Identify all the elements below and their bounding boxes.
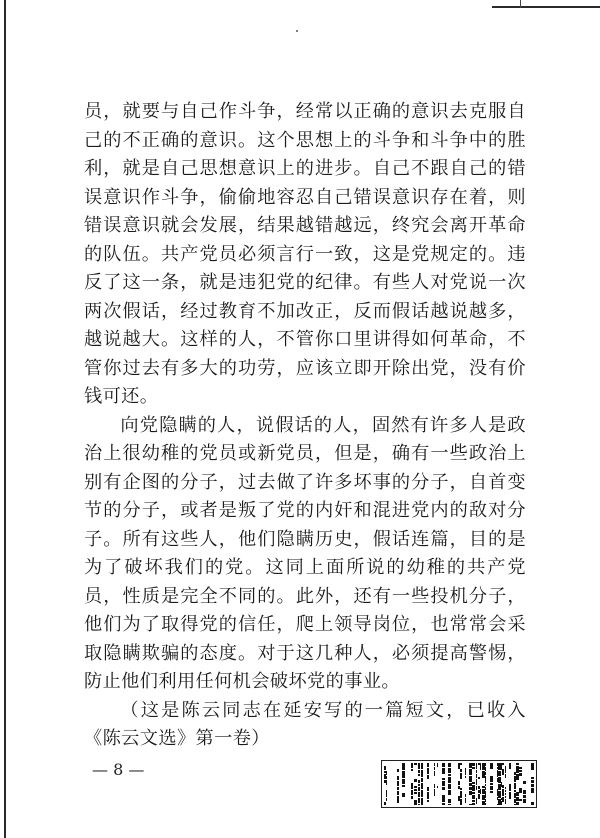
barcode-graphic: [382, 761, 536, 807]
barcode-image: [381, 760, 537, 808]
scan-border-top-right: [492, 6, 600, 8]
scan-border-left: [4, 0, 6, 838]
paragraph-1: 员，就要与自己作斗争，经常以正确的意识去克服自己的不正确的意识。这个思想上的斗争和斗争中的胜利，就是自己思想意识上的进步。自己不跟自己的错误意识作斗争，偷偷地容忍自己错误意识存在着，则错误意识就会发展，结果越错越远，终究会离开革命的队伍。共产党员必须言行一致，这是党规定的。违反了这一条，就是违犯党的纪律。有些人对党说一次两次假话，经过教育不加改正，反而假话越说越多，越说越大。这样的人，不管你口里讲得如何革命，不管你过去有多大的功劳，应该立即开除出党，没有价钱可还。: [84, 101, 526, 407]
paragraph-2: 向党隐瞒的人，说假话的人，固然有许多人是政治上很幼稚的党员或新党员，但是，确有一些政治上别有企图的分子，过去做了许多坏事的分子，自首变节的分子，或者是叛了党的内奸和混进党内的敌对分子。所有这些人，他们隐瞒历史，假话连篇，目的是为了破坏我们的党。这同上面所说的幼稚的共产党员，性质是完全不同的。此外，还有一些投机分子，他们为了取得党的信任，爬上领导岗位，也常常会采取隐瞒欺骗的态度。对于这几种人，必须提高警惕，防止他们利用任何机会破坏党的事业。: [84, 414, 526, 692]
article-body: [84, 98, 526, 754]
scan-speck: [296, 30, 298, 32]
scan-mark-top-right: [520, 0, 521, 8]
source-note: （这是陈云同志在延安写的一篇短文，已收入《陈云文选》第一卷）: [84, 699, 526, 749]
page-number: — 8 —: [92, 760, 145, 779]
